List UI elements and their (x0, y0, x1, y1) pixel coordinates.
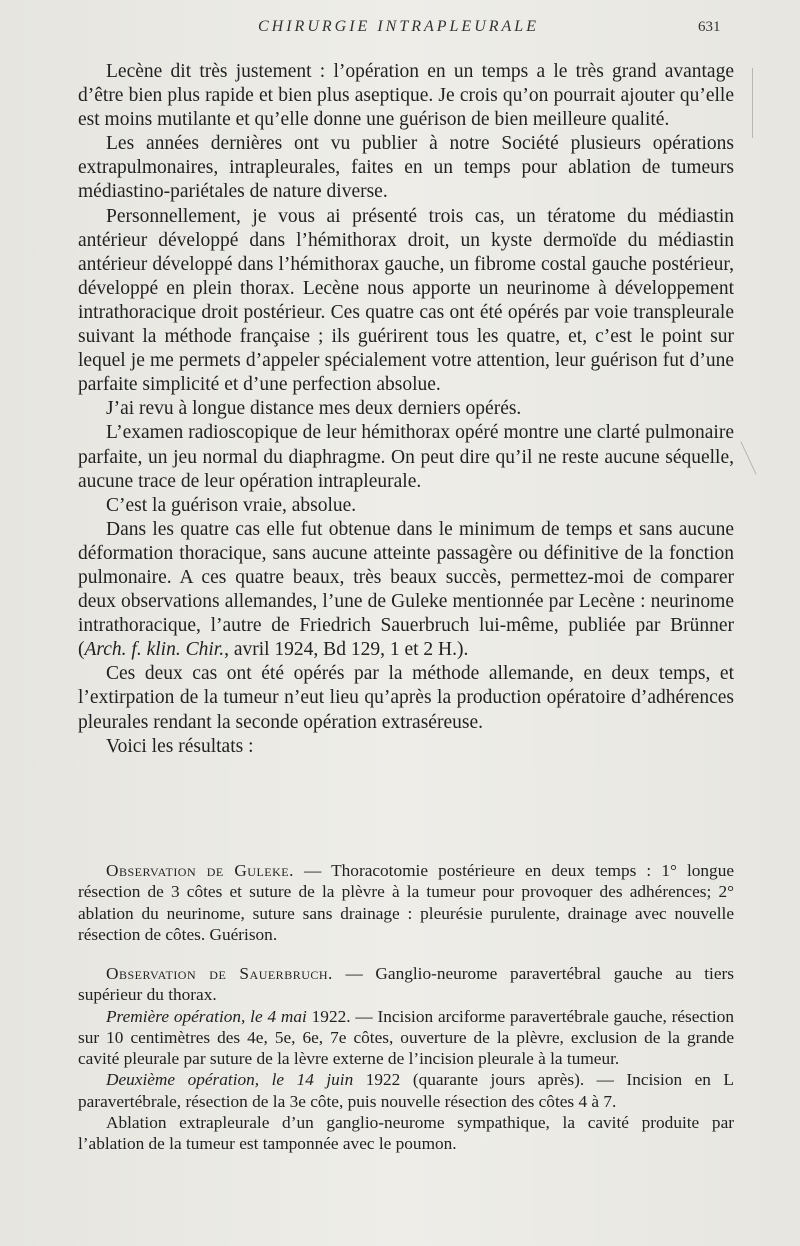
observation-guleke (78, 860, 734, 945)
paragraph: J’ai revu à longue distance mes deux derniers opérés. (106, 398, 522, 420)
paragraph: Personnellement, je vous ai présenté trois cas, un tératome du médiastin antérieur développé dans l’hémithorax droit, un kyste dermoïde du médiastin antérieur développé dans l’hémithorax gauche, un fibrome costal gauche postérieur, développé en plein thorax. Lecène nous apporte un neurinome à développement intrathoracique droit postérieur. Ces quatre cas ont été opérés par voie transpleurale suivant la méthode française ; ils guérirent tous les quatre, et, c’est le point sur lequel je me permets d’appeler spécialement votre attention, leur guérison fut d’une parfaite simplicité et d’une perfection absolue. (78, 205, 734, 396)
observation-paragraph (78, 963, 734, 1006)
observation-text: — Thoracotomie postérieure en deux temps : 1° longue résection de 3 côtes et suture de la plèvre à la tumeur pour provoquer des adhérences; 2° ablation du neurinome, suture sans drainage : pleurésie purulente, drainage avec nouvelle résection de côtes. Guérison. (78, 861, 735, 944)
main-text (78, 60, 734, 759)
page-number: 631 (698, 19, 721, 35)
first-operation (78, 1006, 734, 1070)
operation-text: — Incision arciforme paravertébrale gauche, résection sur 10 centimètres des 4e, 5e, 6e, 7e côtes, ouverture de la plèvre, exclusion de la grande cavité pleurale par suture de la lèvre externe de l’incision pleurale à la tumeur. (78, 1006, 734, 1069)
paragraph: C’est la guérison vraie, absolue. (106, 494, 357, 516)
observation-heading: Observation de Sauerbruch. (106, 964, 333, 983)
operation-year: 1922 (353, 1070, 401, 1090)
operation-text: (quarante jours après). — Incision en L paravertébrale, résection de la 3e côte, puis nouvelle résection des côtes 4 à 7. (78, 1070, 734, 1111)
paragraph-text: Dans les quatre cas elle fut obtenue dans le minimum de temps et sans aucune déformation thoracique, sans aucune atteinte passagère ou définitive de la fonction pulmonaire. A ces quatre beaux, très beaux succès, permettez-moi de comparer deux observations allemandes, l’une de Guleke mentionnée par Lecène : neurinome intrathoracique, l’autre de Friedrich Sauerbruch lui-même, publiée par Brünner ( (78, 518, 734, 661)
final-paragraph: Ablation extrapleurale d’un ganglio-neurome sympathique, la cavité produite par l’ablation de la tumeur est tamponnée avec le poumon. (78, 1113, 734, 1154)
paragraph: Lecène dit très justement : l’opération en un temps a le très grand avantage d’être bien plus rapide et bien plus aseptique. Je crois qu’on pourrait ajouter qu’elle est moins mutilante et qu’elle donne une guérison de bien meilleure qualité. (78, 61, 734, 131)
running-title: CHIRURGIE INTRAPLEURALE (258, 18, 539, 35)
operation-label: Deuxième opération, le 14 juin (106, 1070, 354, 1090)
observation-paragraph (78, 860, 734, 945)
journal-reference: Arch. f. klin. Chir. (84, 639, 225, 661)
margin-scratch-mark (740, 441, 756, 474)
operation-label: Première opération, le 4 mai (106, 1006, 307, 1026)
margin-scratch-mark (752, 68, 753, 138)
paragraph: Ces deux cas ont été opérés par la méthode allemande, en deux temps, et l’extirpation de la tumeur n’eut lieu qu’après la production opératoire d’adhérences pleurales rendant la seconde opération extraséreuse. (78, 663, 734, 733)
running-head (0, 18, 800, 44)
observation-text: — Ganglio-neurome paravertébral gauche au tiers supérieur du thorax. (78, 964, 734, 1005)
observation-sauerbruch (78, 963, 734, 1155)
paragraph: Voici les résultats : (106, 735, 254, 757)
paragraph: Les années dernières ont vu publier à notre Société plusieurs opérations extrapulmonaires, intrapleurales, faites en un temps pour ablation de tumeurs médiastino-pariétales de nature diverse. (78, 133, 734, 203)
operation-year: 1922. (306, 1006, 351, 1026)
paragraph-text: , avril 1924, Bd 129, 1 et 2 H.). (224, 639, 469, 661)
observation-heading: Observation de Guleke. (106, 861, 294, 880)
paragraph: L’examen radioscopique de leur hémithorax opéré montre une clarté pulmonaire parfaite, un jeu normal du diaphragme. On peut dire qu’il ne reste aucune séquelle, aucune trace de leur opération intrapleurale. (78, 422, 734, 492)
second-operation (78, 1069, 734, 1112)
paragraph-comparison (78, 518, 734, 663)
